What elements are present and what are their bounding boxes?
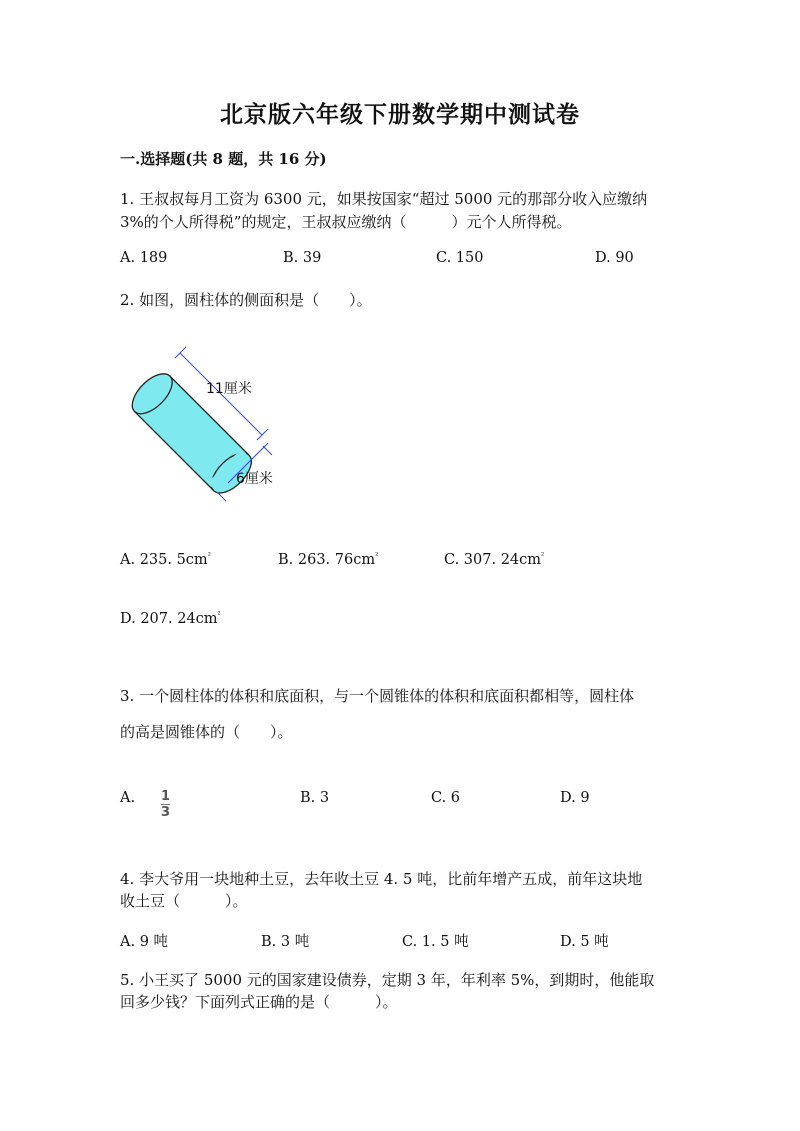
- q2-option-d: D. 207. $24cm^{^2}$: [120, 610, 221, 627]
- question-1-line-1: 1. 王叔叔每月工资为 6300 元，如果按国家“超过 5000 元的那部分收入应缴纳: [120, 190, 648, 208]
- fraction-denominator: 3: [161, 805, 171, 820]
- diameter-label: 6厘米: [236, 471, 273, 487]
- section-heading: 一.选择题(共 8 题，共 16 分): [120, 150, 327, 168]
- q2-option-c: C. 307. $24cm^{^2}$: [444, 551, 545, 568]
- q3-option-c: C. 6: [431, 790, 461, 806]
- q2-option-a: A. 235. $5cm^{^2}$: [120, 551, 211, 568]
- q3-option-a-fraction: [161, 785, 170, 819]
- fraction-numerator: 1: [161, 789, 171, 804]
- length-label: 11厘米: [206, 381, 252, 397]
- question-3-line-1: 3. 一个圆柱体的体积和底面积，与一个圆锥体的体积和底面积都相等，圆柱体: [120, 687, 635, 705]
- q3-option-a: A.: [120, 790, 136, 806]
- question-5-line-2: 回多少钱？下面列式正确的是（ ）。: [120, 993, 398, 1011]
- q3-option-b: B. 3: [300, 790, 330, 806]
- q4-option-c: C. 1. 5 吨: [402, 934, 469, 950]
- length-tick-top: [175, 347, 186, 358]
- question-4-line-2: 收土豆（ ）。: [120, 892, 248, 910]
- length-tick-bottom: [257, 429, 268, 440]
- q4-option-d: D. 5 吨: [560, 934, 609, 950]
- diameter-tick-top: [263, 446, 272, 455]
- question-4-line-1: 4. 李大爷用一块地种土豆，去年收土豆 4. 5 吨，比前年增产五成，前年这块地: [120, 870, 643, 888]
- q1-option-b: B. 39: [283, 250, 322, 266]
- question-1-line-2: 3%的个人所得税”的规定，王叔叔应缴纳（ ）元个人所得税。: [120, 213, 572, 231]
- question-3-line-2: 的高是圆锥体的（ ）。: [120, 723, 293, 741]
- question-2-line-1: 2. 如图，圆柱体的侧面积是（ ）。: [120, 291, 372, 309]
- q1-option-c: C. 150: [436, 250, 484, 266]
- q1-option-d: D. 90: [595, 250, 634, 266]
- q3-option-d: D. 9: [560, 790, 590, 806]
- q4-option-a: A. 9 吨: [120, 934, 169, 950]
- q1-option-a: A. 189: [120, 250, 168, 266]
- q4-option-b: B. 3 吨: [261, 934, 310, 950]
- page-title: 北京版六年级下册数学期中测试卷: [220, 101, 580, 128]
- question-5-line-1: 5. 小王买了 5000 元的国家建设债券，定期 3 年，年利率 5%，到期时，他能取: [120, 971, 655, 989]
- q2-option-b: B. 263. $76cm^{^2}$: [278, 551, 379, 568]
